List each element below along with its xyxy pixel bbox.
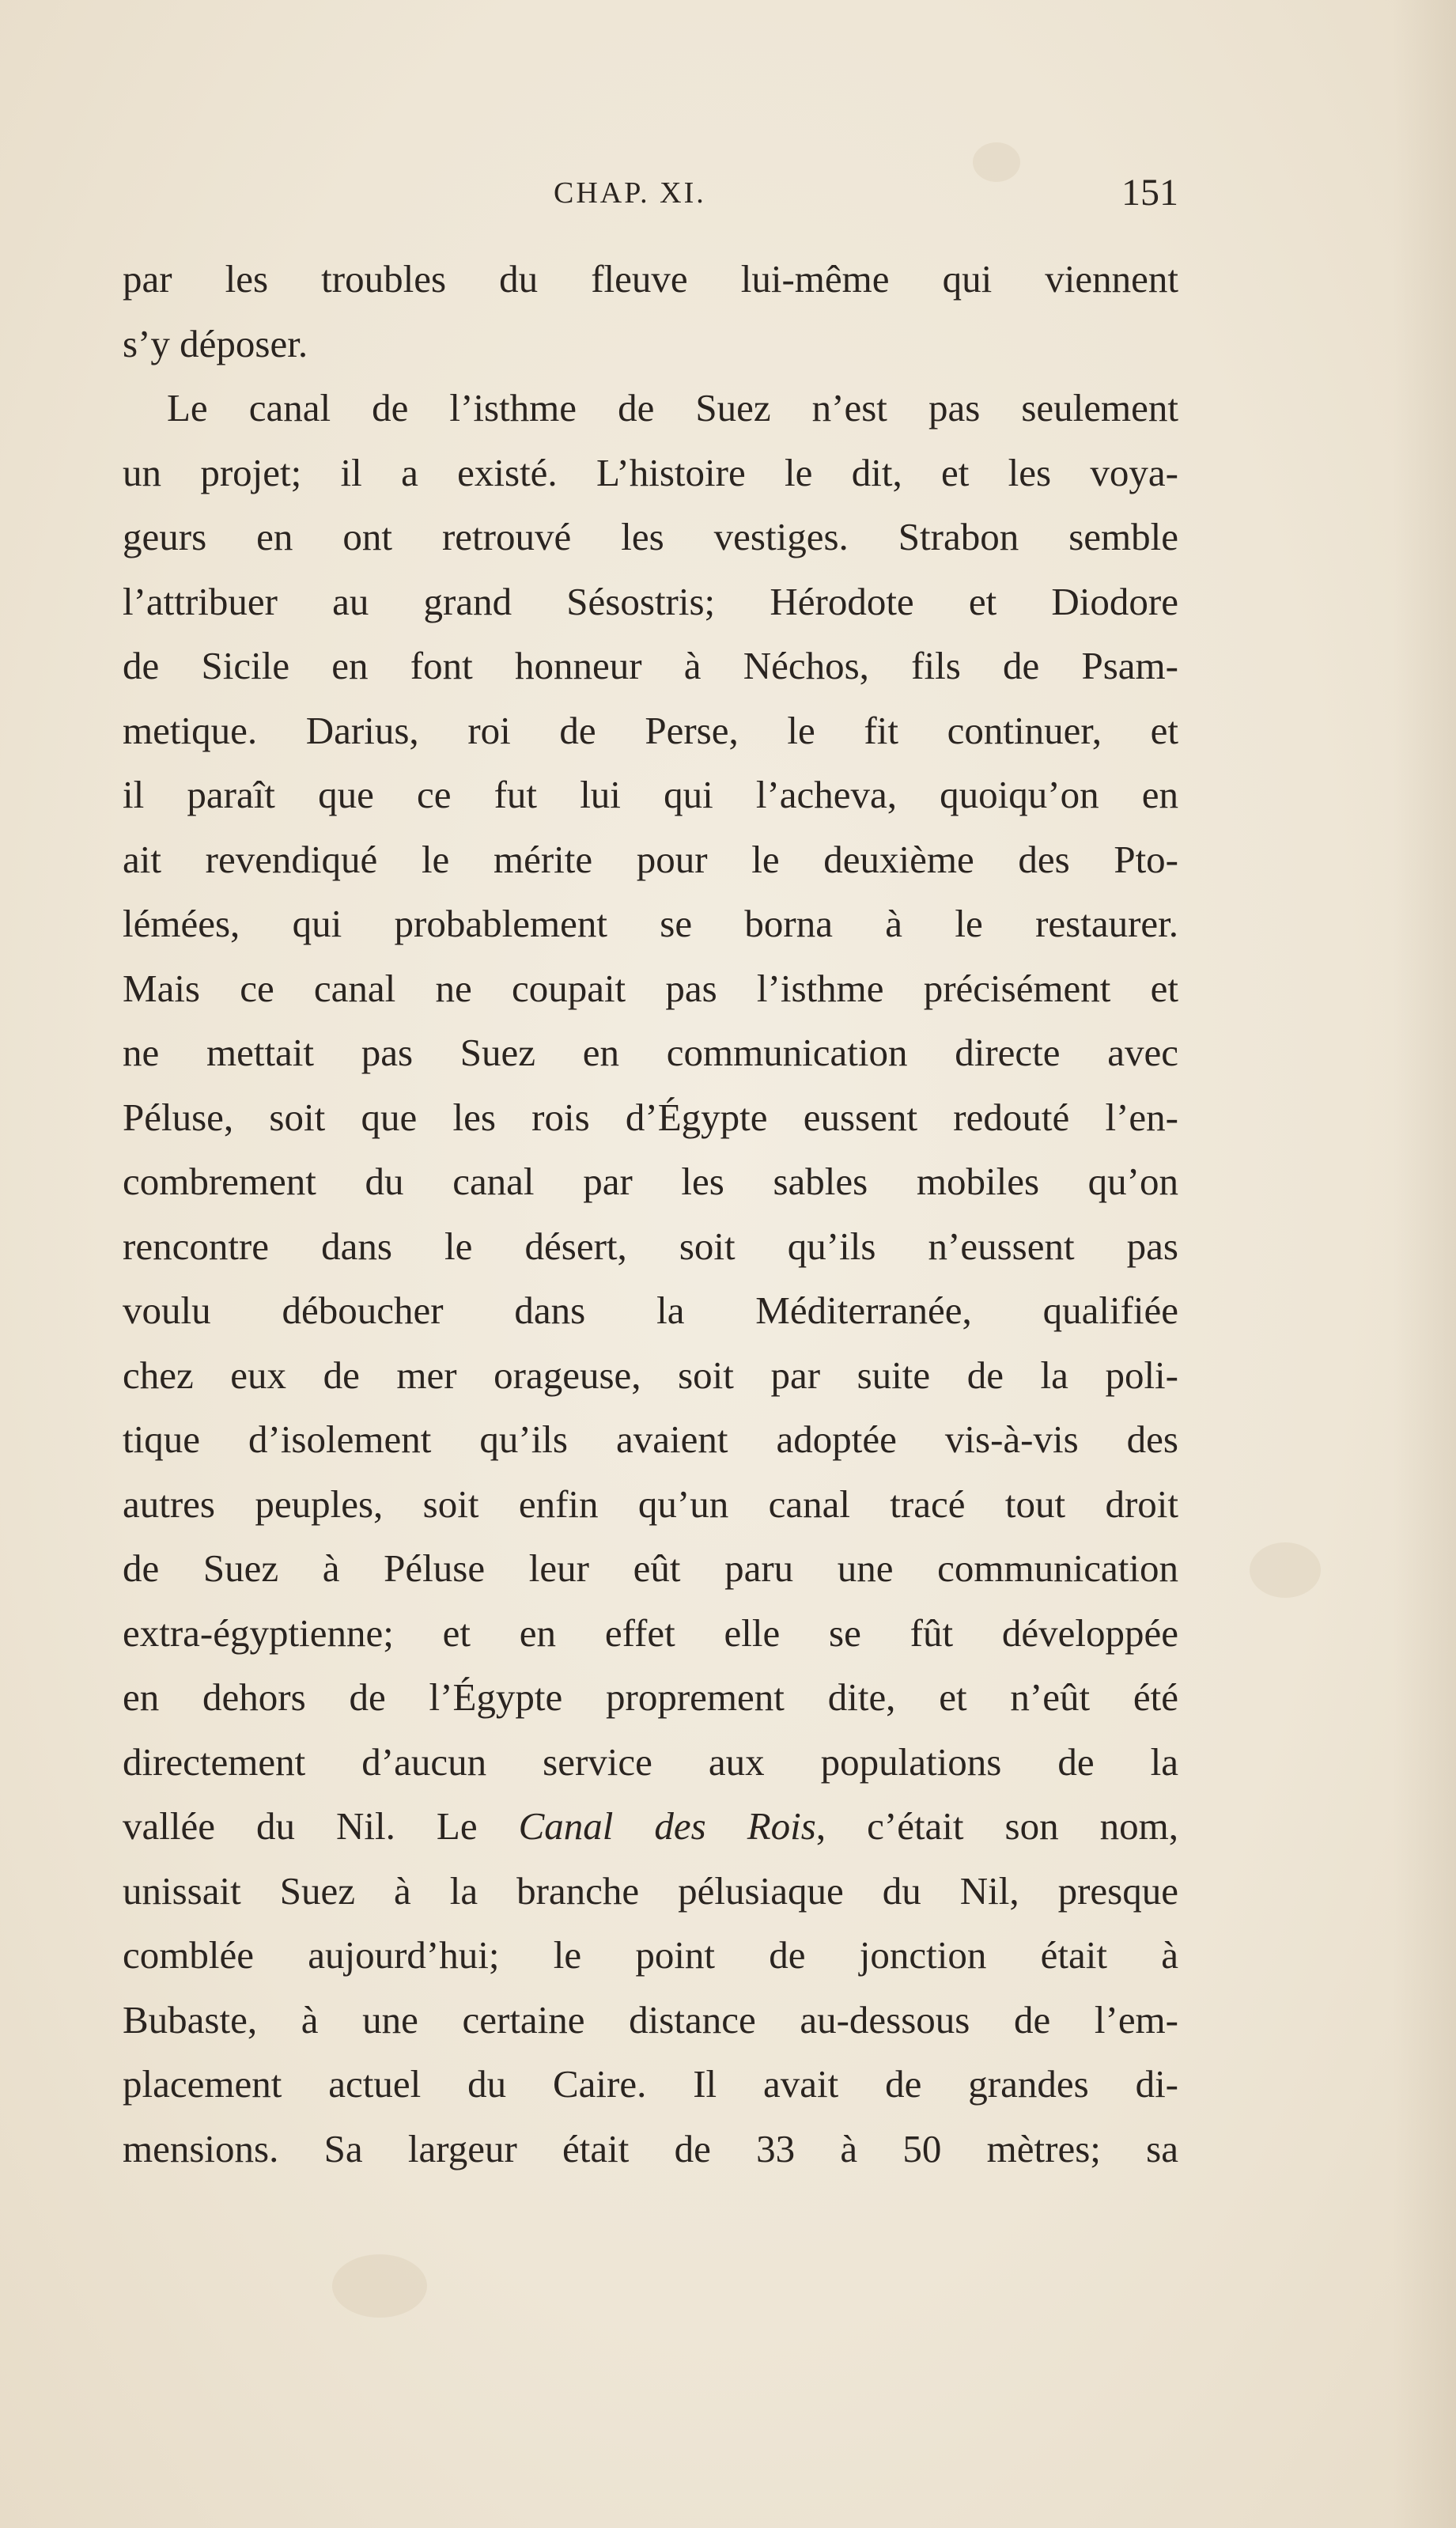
text-line [123,634,1178,698]
text-segment: combrement du canal par les sables mobiles qu’on [123,1160,1178,1203]
text-line [123,1923,1178,1988]
text-line [123,763,1178,827]
text-segment: directement d’aucun service aux populations de la [123,1739,1178,1784]
text-segment: comblée aujourd’hui; le point de jonction était à [123,1933,1178,1977]
text-segment: placement actuel du Caire. Il avait de grandes di- [123,2062,1178,2106]
text-line [123,956,1178,1021]
text-segment: unissait Suez à la branche pélusiaque du Nil, presque [123,1868,1178,1913]
text-line [123,891,1178,956]
text-line [123,376,1178,441]
text-line [123,1794,1178,1859]
text-segment: il paraît que ce fut lui qui l’acheva, quoiqu’on en [123,773,1178,816]
text-line [123,2052,1178,2117]
text-line [123,441,1178,505]
page-number: 151 [1121,172,1178,214]
text-segment: geurs en ont retrouvé les vestiges. Strabon semble [123,515,1178,558]
text-line [123,505,1178,570]
text-segment: par les troubles du fleuve lui-même qui viennent [123,257,1178,301]
text-segment: vallée du Nil. Le [123,1804,519,1848]
text-segment: Péluse, soit que les rois d’Égypte eussent redouté l’en- [123,1095,1178,1139]
text-line [123,1343,1178,1408]
text-segment: Bubaste, à une certaine distance au-dessous de l’em- [123,1997,1178,2042]
text-line [123,1149,1178,1214]
text-segment: chez eux de mer orageuse, soit par suite de la poli- [123,1353,1178,1397]
text-segment: rencontre dans le désert, soit qu’ils n’eussent pas [123,1224,1178,1268]
text-line [123,1278,1178,1343]
text-line [123,2117,1178,2182]
text-segment: ait revendiqué le mérite pour le deuxième des Pto- [123,837,1178,881]
text-line [123,698,1178,763]
text-segment: metique. Darius, roi de Perse, le fit continuer, et [123,708,1178,752]
text-segment: tique d’isolement qu’ils avaient adoptée vis-à-vis des [123,1417,1178,1461]
text-segment: mensions. Sa largeur était de 33 à 50 mètres; sa [123,2126,1178,2170]
page-edge-shadow [1393,0,1456,2528]
text-line [123,1859,1178,1924]
text-segment: Le canal de l’isthme de Suez n’est pas seulement [167,386,1178,430]
text-line [123,1020,1178,1085]
text-line [123,247,1178,312]
text-line [123,1730,1178,1795]
running-head [123,172,1178,223]
chapter-heading: CHAP. XI. [554,176,706,210]
text-segment: ne mettait pas Suez en communication directe avec [123,1031,1178,1074]
text-line [123,1536,1178,1601]
text-segment: extra-égyptienne; et en effet elle se fût développée [123,1610,1178,1655]
paper-stain [1250,1542,1321,1598]
text-segment: lémées, qui probablement se borna à le restaurer. [123,902,1178,945]
text-line [123,827,1178,892]
text-line [123,1085,1178,1150]
text-segment: voulu déboucher dans la Méditerranée, qualifiée [123,1289,1178,1332]
text-segment: en dehors de l’Égypte proprement dite, et n’eût été [123,1675,1178,1719]
text-line [123,1214,1178,1279]
text-segment: , c’était son nom, [815,1804,1178,1848]
text-line [123,570,1178,634]
paper-stain [332,2254,427,2318]
text-segment: autres peuples, soit enfin qu’un canal tracé tout droit [123,1482,1178,1526]
text-segment: l’attribuer au grand Sésostris; Hérodote et Diodore [123,579,1178,623]
text-line [123,1988,1178,2053]
text-segment: de Sicile en font honneur à Néchos, fils de Psam- [123,644,1178,687]
text-line [123,1665,1178,1730]
text-segment: Mais ce canal ne coupait pas l’isthme précisément et [123,966,1178,1010]
text-segment: s’y déposer. [123,321,308,365]
text-line [123,312,1178,377]
text-segment: un projet; il a existé. L’histoire le dit, et les voya- [123,450,1178,494]
italic-text: Canal des Rois [518,1804,816,1848]
text-line [123,1601,1178,1666]
text-line [123,1472,1178,1537]
text-segment: de Suez à Péluse leur eût paru une communication [123,1546,1178,1590]
body-text [123,247,1178,2181]
text-line [123,1407,1178,1472]
